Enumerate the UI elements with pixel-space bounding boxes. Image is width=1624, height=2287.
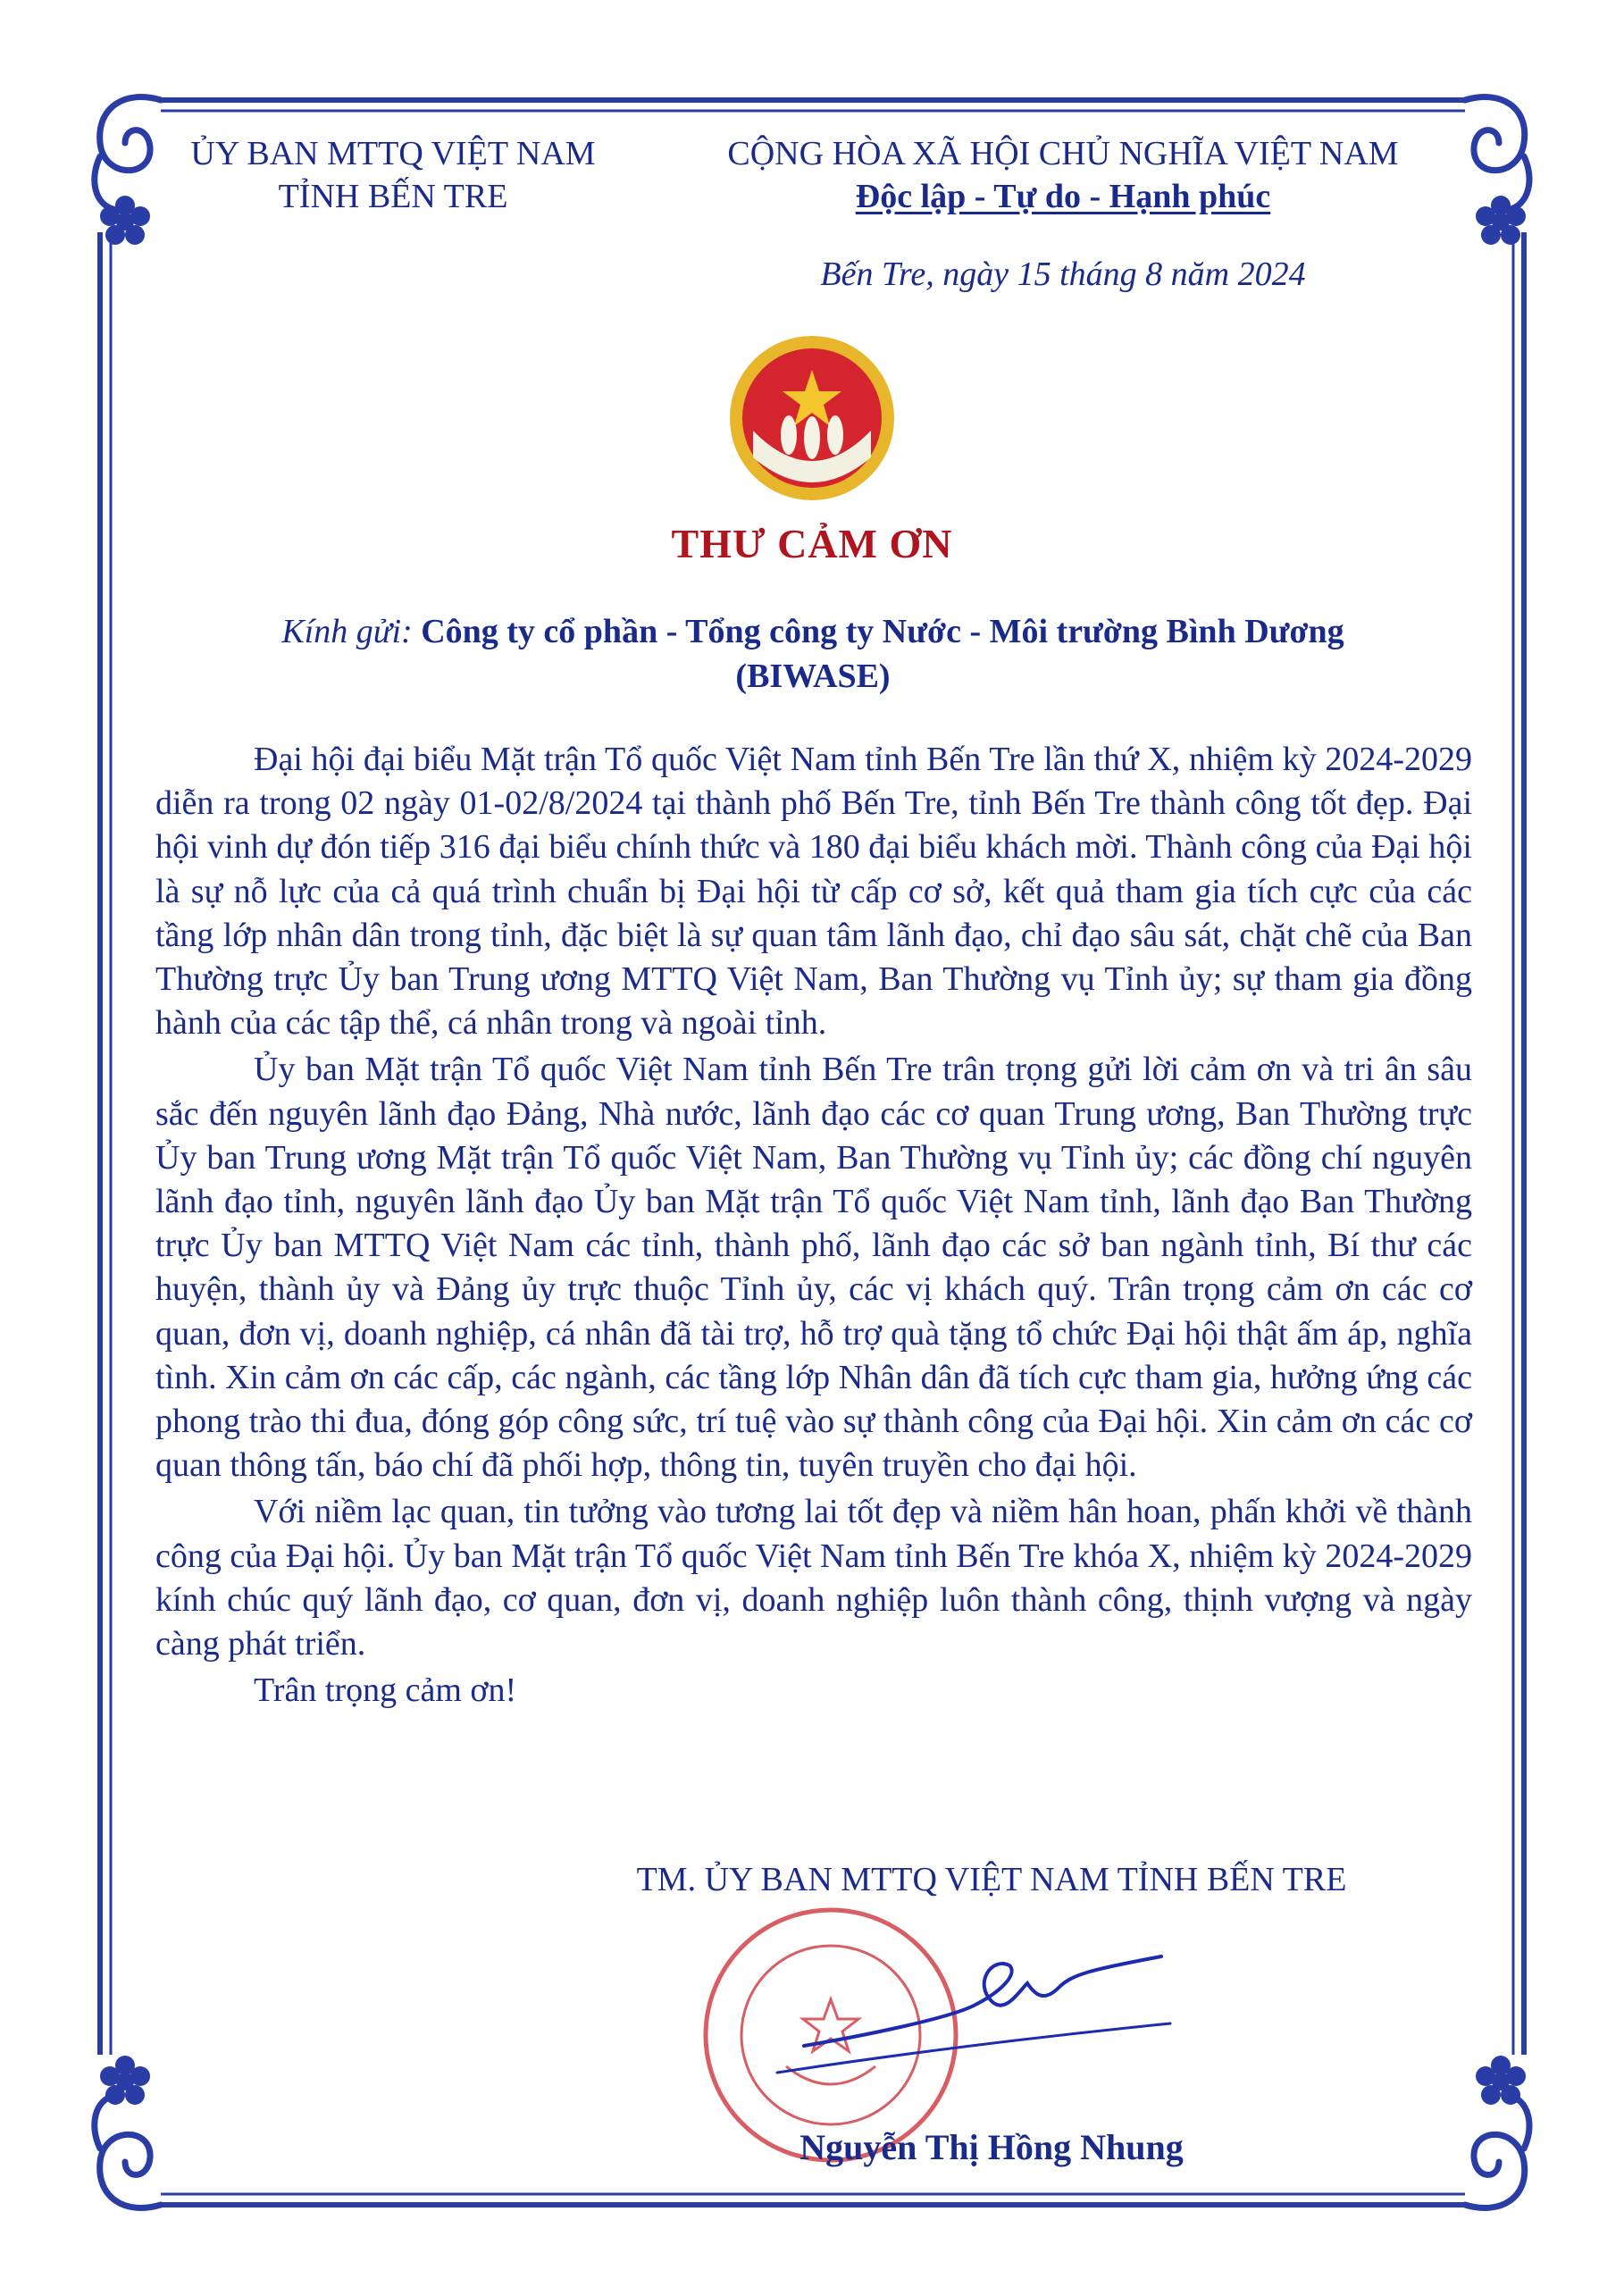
recipient-abbrev: (BIWASE): [735, 658, 891, 695]
fatherland-front-emblem-icon: [726, 332, 898, 504]
body-paragraph-2: Ủy ban Mặt trận Tổ quốc Việt Nam tỉnh Bến Tre trân trọng gửi lời cảm ơn và tri ân sâu sắc đến nguyên lãnh đạo Đảng, Nhà nước, lãnh đạo các cơ quan Trung ương, Ban Thường trực Ủy ban Trung ương Mặt trận Tổ quốc Việt Nam, Ban Thường vụ Tỉnh ủy; các đồng chí nguyên lãnh đạo tỉnh, nguyên lãnh đạo Ủy ban Mặt trận Tổ quốc Việt Nam tỉnh, lãnh đạo Ban Thường trực Ủy ban MTTQ Việt Nam các tỉnh, thành phố, lãnh đạo các sở ban ngành tỉnh, Bí thư các huyện, thành ủy và Đảng ủy trực thuộc Tỉnh ủy, các vị khách quý. Trân trọng cảm ơn các cơ quan, đơn vị, doanh nghiệp, cá nhân đã tài trợ, hỗ trợ quà tặng tổ chức Đại hội thật ấm áp, nghĩa tình. Xin cảm ơn các cấp, các ngành, các tầng lớp Nhân dân đã tích cực tham gia, hưởng ứng các phong trào thi đua, đóng góp công sức, trí tuệ vào sự thành công của Đại hội. Xin cảm ơn các cơ quan thông tấn, báo chí đã phối hợp, thông tin, tuyên truyền cho đại hội.: [155, 1051, 1472, 1485]
recipient-block: [152, 609, 1474, 699]
nation-name: CỘNG HÒA XÃ HỘI CHỦ NGHĨA VIỆT NAM: [727, 135, 1399, 172]
body-paragraph-3: Với niềm lạc quan, tin tưởng vào tương lai tốt đẹp và niềm hân hoan, phấn khởi về thành công của Đại hội. Ủy ban Mặt trận Tổ quốc Việt Nam tỉnh Bến Tre khóa X, nhiệm kỳ 2024-2029 kính chúc quý lãnh đạo, cơ quan, đơn vị, doanh nghiệp luôn thành công, thịnh vượng và ngày càng phát triển.: [155, 1493, 1472, 1663]
signatory-org: TM. ỦY BAN MTTQ VIỆT NAM TỈNH BẾN TRE: [636, 1861, 1347, 1898]
closing-line: Trân trọng cảm ơn!: [254, 1671, 517, 1710]
letter-body: [155, 738, 1472, 1715]
issuer-province: TỈNH BẾN TRE: [278, 178, 508, 215]
recipient-name: Công ty cổ phần - Tổng công ty Nước - Môi trường Bình Dương: [421, 613, 1344, 650]
signer-name: Nguyễn Thị Hồng Nhung: [799, 2127, 1184, 2167]
national-motto: Độc lập - Tự do - Hạnh phúc: [855, 178, 1271, 215]
recipient-label: Kính gửi:: [281, 613, 413, 650]
document-date: Bến Tre, ngày 15 tháng 8 năm 2024: [820, 256, 1306, 293]
issuer-org: ỦY BAN MTTQ VIỆT NAM: [190, 135, 596, 172]
body-paragraph-1: Đại hội đại biểu Mặt trận Tổ quốc Việt Nam tỉnh Bến Tre lần thứ X, nhiệm kỳ 2024-2029 diễn ra trong 02 ngày 01-02/8/2024 tại thành phố Bến Tre, tỉnh Bến Tre thành công tốt đẹp. Đại hội vinh dự đón tiếp 316 đại biểu chính thức và 180 đại biểu khách mời. Thành công của Đại hội là sự nỗ lực của cả quá trình chuẩn bị Đại hội từ cấp cơ sở, kết quả tham gia tích cực của các tầng lớp nhân dân trong tỉnh, đặc biệt là sự quan tâm lãnh đạo, chỉ đạo sâu sát, chặt chẽ của Ban Thường trực Ủy ban Trung ương MTTQ Việt Nam, Ban Thường vụ Tỉnh ủy; sự tham gia đồng hành của các tập thể, cá nhân trong và ngoài tỉnh.: [155, 741, 1472, 1043]
handwritten-signature: [750, 1921, 1179, 2090]
national-heading: [679, 132, 1447, 218]
issuer-block: [152, 132, 634, 218]
letter-title: THƯ CẢM ƠN: [671, 521, 953, 566]
